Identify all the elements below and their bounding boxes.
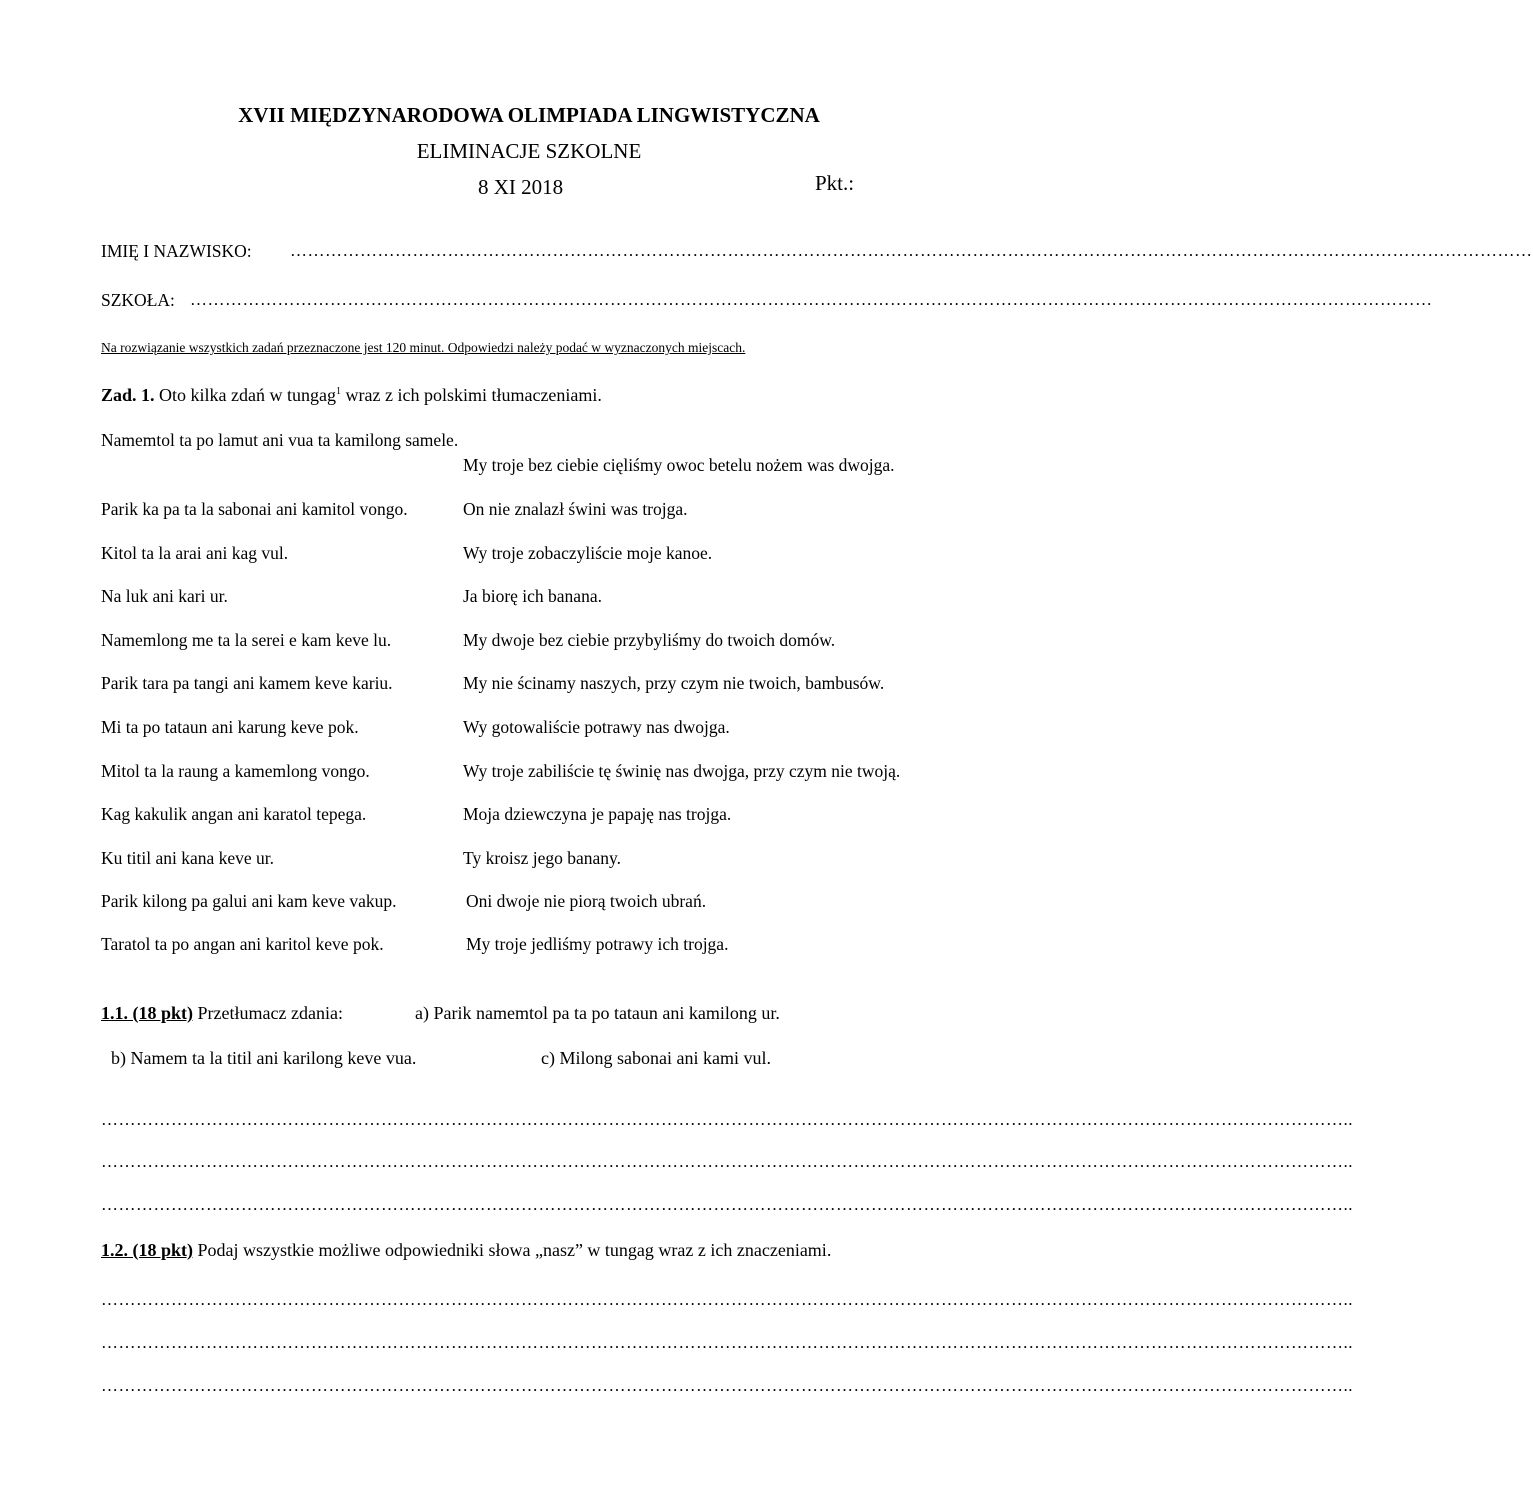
tungag-sentence: Kitol ta la arai ani kag vul. [101,543,289,563]
polish-translation: Wy gotowaliście potrawy nas dwojga. [463,717,730,737]
task1-label: Zad. 1. [101,385,155,405]
school-field[interactable]: …………………………………………………………………………………………………………………………………………………………………………………………… [190,290,1433,309]
tungag-sentence: Parik kilong pa galui ani kam keve vakup. [101,891,397,911]
polish-translation: Ty kroisz jego banany. [463,848,622,868]
question-1-2-prompt: Podaj wszystkie możliwe odpowiedniki słowa „nasz” w tungag wraz z ich znaczeniami. [197,1240,832,1260]
polish-translation: Wy troje zobaczyliście moje kanoe. [463,543,713,563]
question-1-1-label: 1.1. (18 pkt) [101,1003,194,1023]
question-1-1-c: c) Milong sabonai ani kami vul. [541,1048,771,1068]
footnote-marker: 1 [336,386,341,397]
polish-translation: My troje jedliśmy potrawy ich trojga. [466,934,729,954]
page-subtitle: ELIMINACJE SZKOLNE [416,139,642,163]
tungag-sentence: Namemtol ta po lamut ani vua ta kamilong samele. [101,430,459,450]
polish-translation: My troje bez ciebie cięliśmy owoc betelu nożem was dwojga. [463,455,895,475]
polish-translation: Moja dziewczyna je papaję nas trojga. [463,804,732,824]
task1-intro-text: Oto kilka zdań w tungag [159,385,336,405]
tungag-sentence: Namemlong me ta la serei e kam keve lu. [101,630,392,650]
tungag-sentence: Na luk ani kari ur. [101,586,228,606]
answer-line[interactable]: …………………………………………………………………………………………………………………………………………………………………………………………….. [101,1152,1353,1171]
answer-line[interactable]: …………………………………………………………………………………………………………………………………………………………………………………………….. [101,1195,1353,1214]
tungag-sentence: Mitol ta la raung a kamemlong vongo. [101,761,370,781]
task1-intro [101,385,602,406]
question-1-1-a: a) Parik namemtol pa ta po tataun ani kamilong ur. [415,1003,780,1023]
answer-line[interactable]: …………………………………………………………………………………………………………………………………………………………………………………………….. [101,1376,1353,1395]
polish-translation: On nie znalazł świni was trojga. [463,499,688,519]
task1-intro-text-end: wraz z ich polskimi tłumaczeniami. [345,385,602,405]
points-label: Pkt.: [815,171,855,195]
tungag-sentence: Parik ka pa ta la sabonai ani kamitol vongo. [101,499,408,519]
answer-line[interactable]: …………………………………………………………………………………………………………………………………………………………………………………………….. [101,1290,1353,1309]
exam-date: 8 XI 2018 [478,175,564,199]
question-1-2-label: 1.2. (18 pkt) [101,1240,194,1260]
tungag-sentence: Ku titil ani kana keve ur. [101,848,275,868]
tungag-sentence: Kag kakulik angan ani karatol tepega. [101,804,367,824]
instructions: Na rozwiązanie wszystkich zadań przeznaczone jest 120 minut. Odpowiedzi należy podać w wyznaczonych miejscach. [101,340,746,355]
polish-translation: My dwoje bez ciebie przybyliśmy do twoich domów. [463,630,836,650]
question-1-2 [101,1240,831,1261]
answer-line[interactable]: …………………………………………………………………………………………………………………………………………………………………………………………….. [101,1333,1353,1352]
answer-line[interactable]: …………………………………………………………………………………………………………………………………………………………………………………………….. [101,1110,1353,1129]
question-1-1 [101,1003,343,1024]
school-label: SZKOŁA: [101,290,175,310]
polish-translation: Oni dwoje nie piorą twoich ubrań. [466,891,707,911]
tungag-sentence: Mi ta po tataun ani karung keve pok. [101,717,359,737]
polish-translation: My nie ścinamy naszych, przy czym nie twoich, bambusów. [463,673,885,693]
polish-translation: Wy troje zabiliście tę świnię nas dwojga, przy czym nie twoją. [463,761,901,781]
name-field[interactable]: …………………………………………………………………………………………………………………………………………………………………………………………… [290,241,1533,260]
page-title: XVII MIĘDZYNARODOWA OLIMPIADA LINGWISTYCZNA [238,103,820,127]
question-1-1-prompt: Przetłumacz zdania: [197,1003,343,1023]
name-label: IMIĘ I NAZWISKO: [101,241,252,261]
tungag-sentence: Taratol ta po angan ani karitol keve pok. [101,934,384,954]
tungag-sentence: Parik tara pa tangi ani kamem keve kariu. [101,673,393,693]
question-1-1-b: b) Namem ta la titil ani karilong keve vua. [111,1048,417,1068]
polish-translation: Ja biorę ich banana. [463,586,602,606]
